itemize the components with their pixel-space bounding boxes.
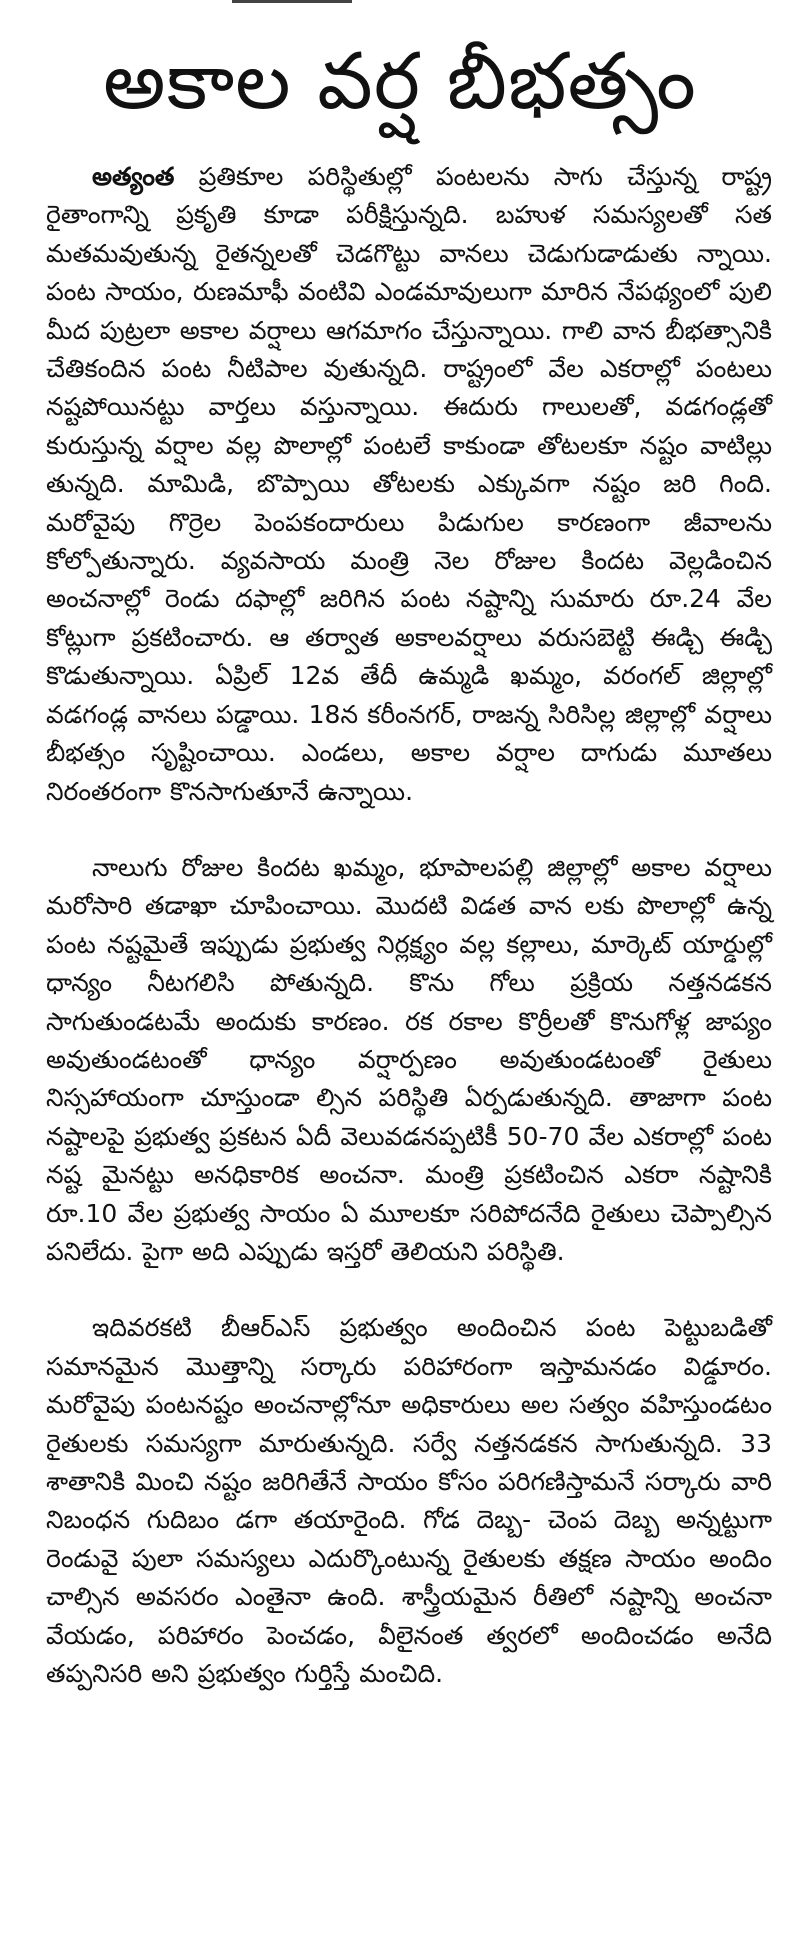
paragraph-3-text: ఇదివరకటి బీఆర్ఎస్ ప్రభుత్వం అందించిన పంట పెట్టుబడితో సమానమైన మొత్తాన్ని సర్కారు పరిహారంగా ఇస్తామనడం విడ్డూరం. మరోవైపు పంటనష్టం అంచనాల్లోనూ అధికారులు అల సత్వం వహిస్తుండటం రైతులకు సమస్యగా మారుతున్నది. సర్వే నత్తనడకన సాగుతున్నది. 33 శాతానికి మించి నష్టం జరిగితేనే సాయం కోసం పరిగణిస్తామనే సర్కారు వారి నిబంధన గుదిబం డగా తయారైంది. గోడ దెబ్బ- చెంప దెబ్బ అన్నట్టుగా రెండువై పులా సమస్యలు ఎదుర్కొంటున్న రైతులకు తక్షణ సాయం అందిం చాల్సిన అవసరం ఎంతైనా ఉంది. శాస్త్రీయమైన రీతిలో నష్టాన్ని అంచనా వేయడం, పరిహారం పెంచడం, వీలైనంత త్వరలో అందించడం అనేది తప్పనిసరి అని ప్రభుత్వం గుర్తిస్తే మంచిది.: [46, 1313, 772, 1689]
paragraph-3: [46, 1309, 772, 1693]
paragraph-1: [46, 158, 772, 811]
lead-word: అత్యంత: [92, 162, 175, 191]
headline: అకాల వర్ష బీభత్సం: [103, 37, 697, 127]
paragraph-2-text: నాలుగు రోజుల కిందట ఖమ్మం, భూపాలపల్లి జిల్లాల్లో అకాల వర్షాలు మరోసారి తడాఖా చూపించాయి. మొదటి విడత వాన లకు పొలాల్లో ఉన్న పంట నష్టమైతే ఇప్పుడు ప్రభుత్వ నిర్లక్ష్యం వల్ల కల్లాలు, మార్కెట్ యార్డుల్లో ధాన్యం నీటగలిసి పోతున్నది. కొను గోలు ప్రక్రియ నత్తనడకన సాగుతుండటమే అందుకు కారణం. రక రకాల కొర్రీలతో కొనుగోళ్ల జాప్యం అవుతుండటంతో ధాన్యం వర్షార్పణం అవుతుండటంతో రైతులు నిస్సహాయంగా చూస్తుండా ల్సిన పరిస్థితి ఏర్పడుతున్నది. తాజాగా పంట నష్టాలపై ప్రభుత్వ ప్రకటన ఏదీ వెలువడనప్పటికీ 50-70 వేల ఎకరాల్లో పంట నష్ట మైనట్టు అనధికారిక అంచనా. మంత్రి ప్రకటించిన ఎకరా నష్టానికి రూ.10 వేల ప్రభుత్వ సాయం ఏ మూలకూ సరిపోదనేది రైతులు చెప్పాల్సిన పనిలేదు. పైగా అది ఎప్పుడు ఇస్తరో తెలియని పరిస్థితి.: [46, 852, 772, 1266]
paragraph-2: [46, 849, 772, 1271]
article-body: [46, 158, 772, 1731]
paragraph-1-text: ప్రతికూల పరిస్థితుల్లో పంటలను సాగు చేస్తున్న రాష్ట్ర రైతాంగాన్ని ప్రకృతి కూడా పరీక్షిస్తున్నది. బహుళ సమస్యలతో సత మతమవుతున్న రైతన్నలతో చెడగొట్టు వానలు చెడుగుడాడుతు న్నాయి. పంట సాయం, రుణమాఫీ వంటివి ఎండమావులుగా మారిన నేపథ్యంలో పులి మీద పుట్రలా అకాల వర్షాలు ఆగమాగం చేస్తున్నాయి. గాలి వాన బీభత్సానికి చేతికందిన పంట నీటిపాల వుతున్నది. రాష్ట్రంలో వేల ఎకరాల్లో పంటలు నష్టపోయినట్టు వార్తలు వస్తున్నాయి. ఈదురు గాలులతో, వడగండ్లతో కురుస్తున్న వర్షాల వల్ల పొలాల్లో పంటలే కాకుండా తోటలకూ నష్టం వాటిల్లు తున్నది. మామిడి, బొప్పాయి తోటలకు ఎక్కువగా నష్టం జరి గింది. మరోవైపు గొర్రెల పెంపకందారులు పిడుగుల కారణంగా జీవాలను కోల్పోతున్నారు. వ్యవసాయ మంత్రి నెల రోజుల కిందట వెల్లడించిన అంచనాల్లో రెండు దఫాల్లో జరిగిన పంట నష్టాన్ని సుమారు రూ.24 వేల కోట్లుగా ప్రకటించారు. ఆ తర్వాత అకాలవర్షాలు వరుసబెట్టి ఈడ్చి ఈడ్చి కొడుతున్నాయి. ఏప్రిల్ 12వ తేదీ ఉమ్మడి ఖమ్మం, వరంగల్ జిల్లాల్లో వడగండ్ల వానలు పడ్డాయి. 18న కరీంనగర్, రాజన్న సిరిసిల్ల జిల్లాల్లో వర్షాలు బీభత్సం సృష్టించాయి. ఎండలు, అకాల వర్షాల దాగుడు మూతలు నిరంతరంగా కొనసాగుతూనే ఉన్నాయి.: [46, 162, 772, 806]
top-rule: [232, 0, 352, 3]
